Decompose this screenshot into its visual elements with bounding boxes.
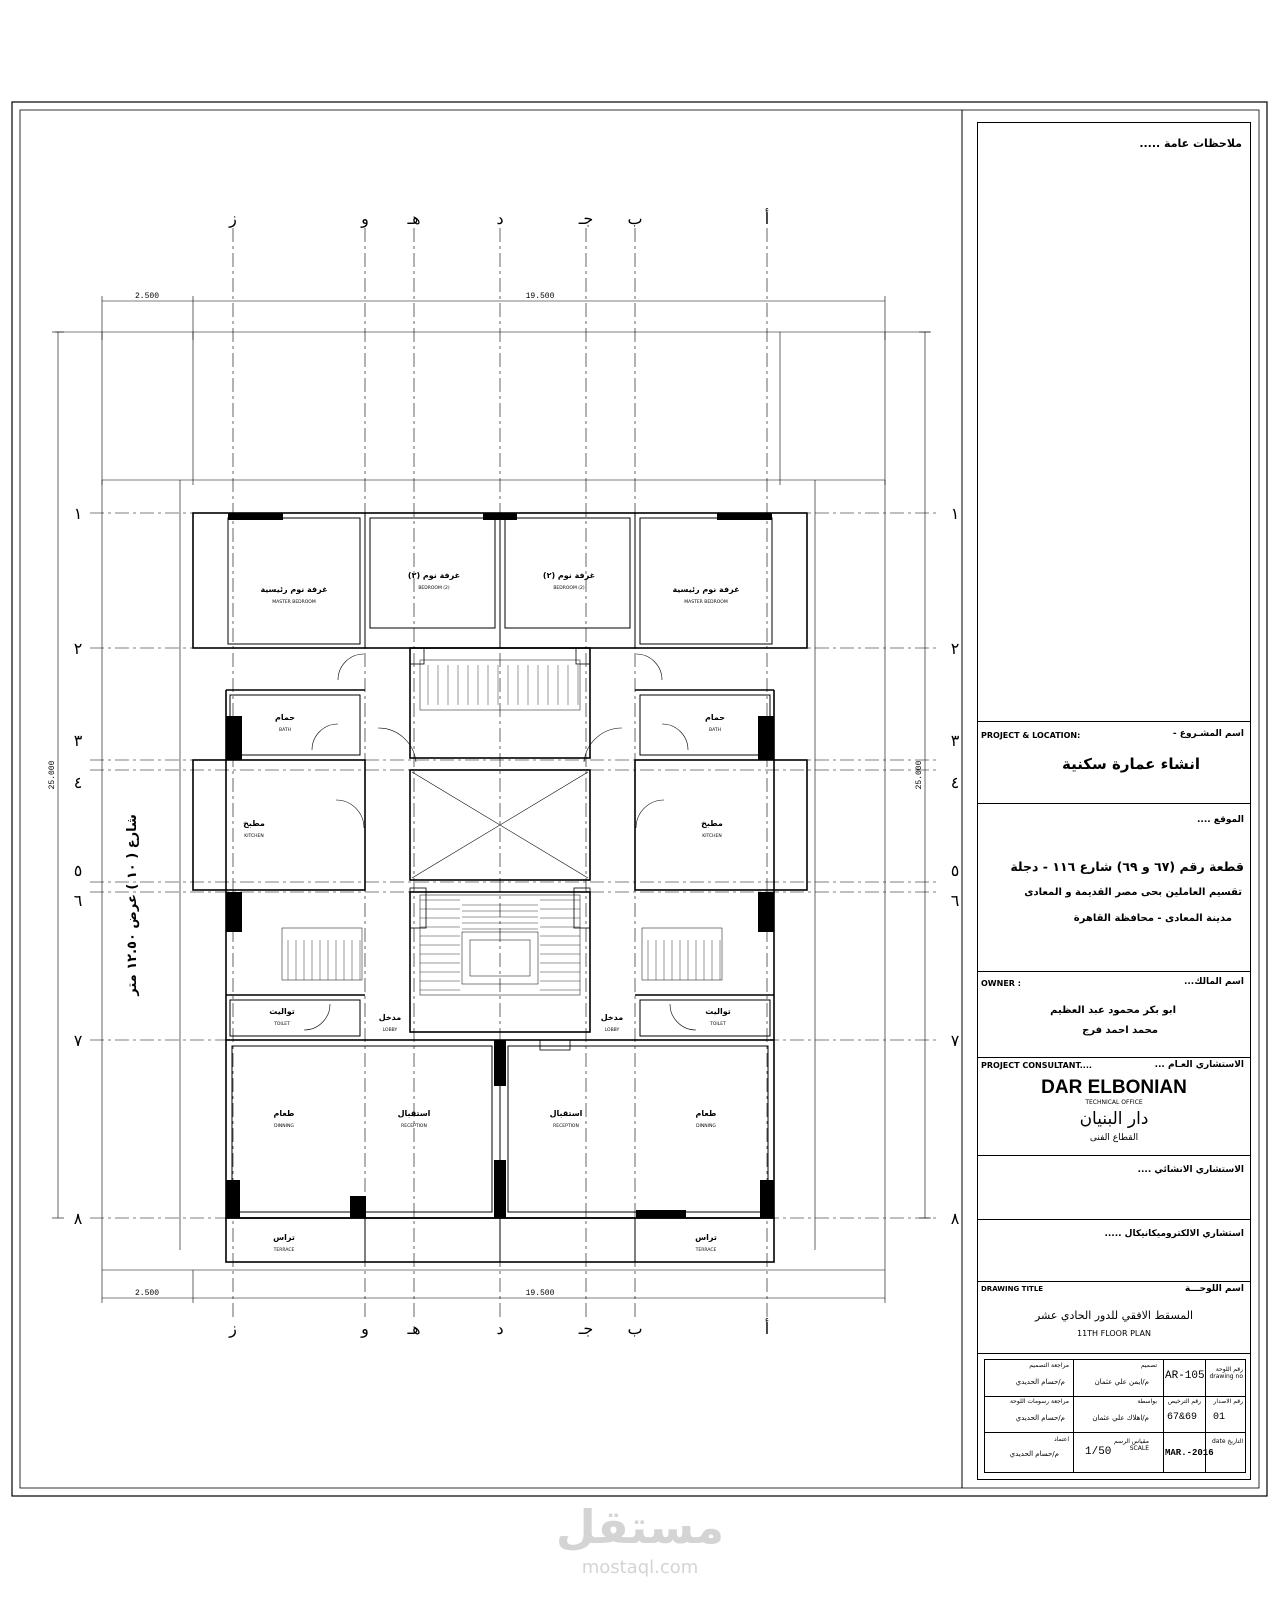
consultant-sub-en: TECHNICAL OFFICE [1085, 1099, 1143, 1106]
owner-section [978, 971, 1250, 1058]
watermark-logo: مستقل [555, 1500, 725, 1554]
location-line-2: تقسيم العاملين بحى مصر القديمة و المعادى [1024, 887, 1242, 898]
location-line-1: قطعة رقم (٦٧ و ٦٩) شارع ١١٦ - دجلة [1010, 859, 1244, 874]
mep-label: استشاري الالكتروميكانيكال ..... [1104, 1229, 1244, 1239]
drawing-no: AR-105 [1165, 1370, 1205, 1382]
grid-letter: أ [764, 209, 770, 228]
drawing-info-table [984, 1359, 1246, 1473]
room-name-en: BATH [279, 728, 291, 733]
room-name-en: BEDROOM (2) [553, 586, 585, 591]
sign-by: م/حسام الحديدي [1009, 1450, 1059, 1458]
room-name-en: MASTER BEDROOM [684, 600, 728, 605]
design-label: تصميم [1140, 1362, 1157, 1369]
drawing-no-label: رقم اللوحة drawing no [1209, 1366, 1243, 1380]
owner-1: ابو بكر محمود عبد العظيم [1050, 1005, 1176, 1016]
license-no: 67&69 [1167, 1412, 1198, 1423]
street-label [125, 814, 140, 997]
project-label-ar: اسم المشـروع - [1172, 729, 1244, 739]
drawing-title-label-en: DRAWING TITLE [981, 1285, 1044, 1293]
consultant-sub-ar: القطاع الفنى [1089, 1133, 1139, 1143]
dim-left-total: 25.000 [48, 760, 57, 790]
grid-number: ٤ [950, 773, 960, 792]
grid-letter: أ [764, 1319, 770, 1338]
room-name-en: TERRACE [695, 1248, 717, 1253]
room-name-en: TOILET [274, 1022, 290, 1027]
watermark-url: mostaql.com [581, 1557, 699, 1578]
date-label: التاريخ date [1211, 1438, 1243, 1445]
dim-top-main: 19.500 [525, 292, 555, 301]
grid-letter: ز [229, 209, 237, 228]
location-section [978, 803, 1250, 972]
grid-letter: و [361, 1319, 369, 1338]
room-name-en: BEDROOM (2) [418, 586, 450, 591]
notes-section [978, 123, 1250, 722]
grid-number: ٣ [950, 731, 960, 750]
grid-letter: د [496, 1319, 504, 1338]
grid-number: ٨ [950, 1209, 960, 1228]
consultant-label-en: PROJECT CONSULTANT.... [981, 1061, 1092, 1070]
room-name-ar: طعام [695, 1109, 717, 1118]
grid-letter: ب [627, 1319, 643, 1338]
dim-top-left: 2.500 [134, 292, 160, 301]
grid-number: ٤ [73, 773, 83, 792]
grid-letter: ب [627, 209, 643, 228]
consultant-section [978, 1057, 1250, 1156]
grid-number: ٦ [73, 891, 83, 910]
room-name-ar: حمام [275, 713, 295, 722]
sign-label: اعتماد [1053, 1436, 1069, 1443]
grid-number: ٥ [950, 861, 960, 880]
grid-number: ٢ [73, 639, 83, 658]
date: MAR.-2016 [1165, 1448, 1214, 1458]
draft-review: م/حسام الحديدي [1015, 1414, 1065, 1422]
room-name-en: BATH [709, 728, 721, 733]
owner-label-ar: اسم المالك... [1183, 977, 1244, 987]
dimension-labels [48, 292, 924, 1298]
dim-right-total: 25.000 [915, 760, 924, 790]
room-name-en: DINNING [696, 1124, 716, 1129]
room-name-en: LOBBY [604, 1028, 620, 1033]
design-by: م/ايمن علي عثمان [1094, 1378, 1149, 1386]
rev-label: رقم الاصدار [1213, 1398, 1243, 1405]
consultant-label-ar: الاستشاري العـام ... [1154, 1060, 1244, 1070]
grid-letter: و [361, 209, 369, 228]
draft-by: م/اهلاك علي عثمان [1092, 1414, 1149, 1422]
room-name-ar: تواليت [269, 1007, 295, 1016]
room-name-ar: مطبخ [243, 819, 265, 828]
room-name-ar: استقبال [397, 1109, 431, 1118]
room-name-ar: مدخل [378, 1013, 402, 1022]
grid-letter: جـ [578, 209, 594, 228]
draft-review-label: مراجعة رسومات اللوحة [1009, 1398, 1069, 1405]
location-line-3: مدينة المعادى - محافظة القاهرة [1073, 913, 1232, 924]
grid-letter: ز [229, 1319, 237, 1338]
room-name-ar: غرفة نوم (٢) [407, 571, 461, 580]
project-section [978, 721, 1250, 804]
room-name-ar: استقبال [549, 1109, 583, 1118]
drawing-title-label-ar: اسم اللوحـــة [1184, 1284, 1244, 1294]
room-name-ar: غرفة نوم رئيسية [260, 585, 328, 594]
grid-labels [74, 208, 960, 1338]
grid-number: ٢ [950, 639, 960, 658]
project-label-en: PROJECT & LOCATION: [981, 731, 1081, 740]
room-name-en: TERRACE [273, 1248, 295, 1253]
grid-number: ١ [73, 504, 83, 523]
scale-label: مقياس الرسم SCALE [1114, 1438, 1149, 1452]
owner-label-en: OWNER : [981, 979, 1021, 988]
grid-number: ١ [950, 504, 960, 523]
room-name-en: RECEPTION [553, 1124, 579, 1129]
license-label: رقم الترخيص [1167, 1398, 1201, 1405]
grid-letter: هـ [407, 1319, 421, 1338]
structural-section [978, 1155, 1250, 1220]
room-name-ar: مطبخ [701, 819, 723, 828]
drawing-title-section [978, 1281, 1250, 1354]
room-name-ar: تراس [273, 1233, 295, 1242]
room-name-ar: غرفة نوم رئيسية [672, 585, 740, 594]
drawing-title-en: 11TH FLOOR PLAN [1076, 1329, 1151, 1338]
grid-number: ٦ [950, 891, 960, 910]
consultant-name-en: DAR ELBONIAN [1041, 1077, 1187, 1098]
grid-letter: جـ [578, 1319, 594, 1338]
room-name-en: KITCHEN [702, 834, 722, 839]
grid-letter: د [496, 209, 504, 228]
room-labels [243, 571, 739, 1253]
grid-number: ٧ [950, 1031, 960, 1050]
room-name-ar: تراس [695, 1233, 717, 1242]
room-name-ar: طعام [273, 1109, 295, 1118]
grid-number: ٥ [73, 861, 83, 880]
grid-letter: هـ [407, 209, 421, 228]
location-label: الموقع .... [1197, 815, 1244, 825]
grid-number: ٣ [73, 731, 83, 750]
drawing-title-ar: المسقط الافقي للدور الحادي عشر [1034, 1309, 1194, 1322]
room-name-ar: غرفة نوم (٢) [542, 571, 596, 580]
grid-number: ٨ [73, 1209, 83, 1228]
room-name-en: MASTER BEDROOM [272, 600, 316, 605]
scale: 1/50 [1085, 1446, 1112, 1458]
dim-bottom-left: 2.500 [134, 1289, 160, 1298]
notes-label: ملاحظات عامة ..... [1139, 137, 1242, 150]
owner-2: محمد احمد فرج [1082, 1025, 1158, 1036]
consultant-name-ar: دار البنيان [1079, 1109, 1149, 1129]
room-name-en: LOBBY [382, 1028, 398, 1033]
room-name-en: KITCHEN [244, 834, 264, 839]
design-review-label: مراجعة التصميم [1029, 1362, 1069, 1369]
room-name-ar: حمام [705, 713, 725, 722]
dim-bottom-main: 19.500 [525, 1289, 555, 1298]
room-name-ar: مدخل [600, 1013, 624, 1022]
grid-number: ٧ [73, 1031, 83, 1050]
room-name-en: TOILET [710, 1022, 726, 1027]
mep-section [978, 1219, 1250, 1282]
draft-label: بواسطة [1137, 1398, 1157, 1405]
project-name: انشاء عمارة سكنية [1061, 755, 1200, 773]
room-name-en: DINNING [274, 1124, 294, 1129]
structural-label: الاستشاري الانشائي .... [1137, 1165, 1244, 1175]
title-block [977, 122, 1251, 1480]
design-review: م/حسام الحديدي [1015, 1378, 1065, 1386]
rev-no: 01 [1213, 1412, 1226, 1423]
side-street: شارع ( ١٠ ) عرض ١٢.٥٠ متر [125, 814, 140, 996]
room-name-ar: تواليت [705, 1007, 731, 1016]
room-name-en: RECEPTION [401, 1124, 427, 1129]
